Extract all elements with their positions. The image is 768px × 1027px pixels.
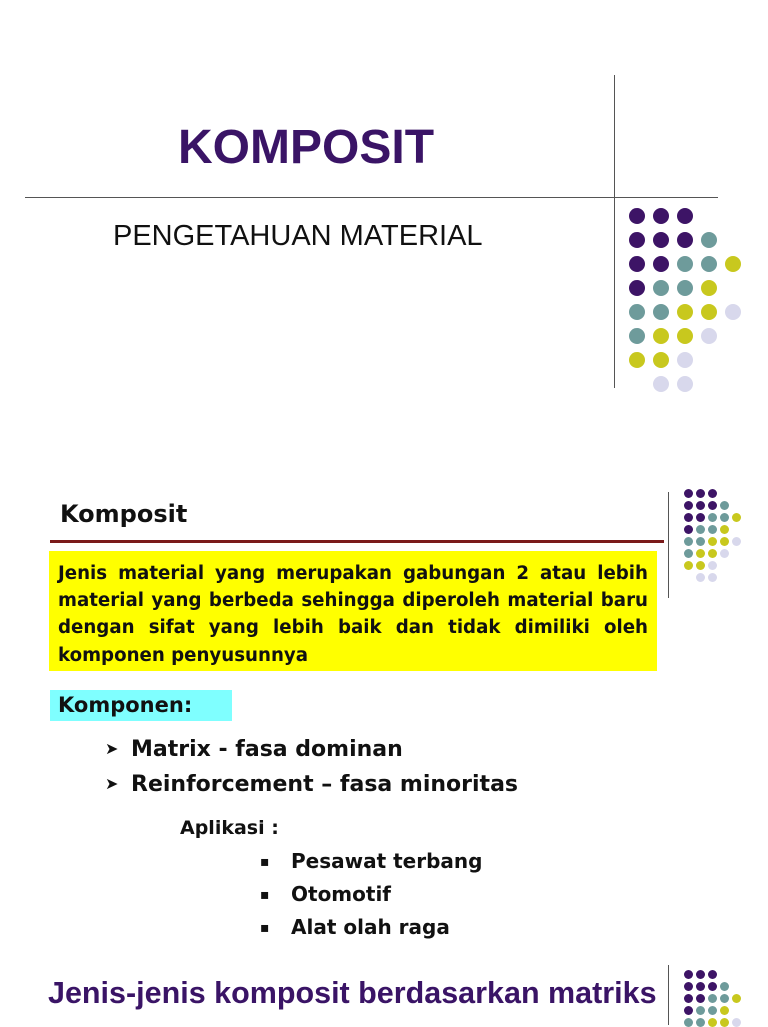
decorative-dot bbox=[629, 352, 645, 368]
decorative-dot bbox=[696, 537, 705, 546]
decorative-dot bbox=[696, 1018, 705, 1027]
application-item-text: Otomotif bbox=[291, 882, 391, 906]
decorative-dot bbox=[684, 549, 693, 558]
decorative-dot bbox=[696, 982, 705, 991]
component-item-text: Reinforcement – fasa minoritas bbox=[131, 772, 519, 797]
decorative-dot bbox=[708, 994, 717, 1003]
component-item bbox=[105, 772, 518, 797]
decorative-dot bbox=[653, 208, 669, 224]
decorative-dot bbox=[684, 501, 693, 510]
arrowhead-bullet-icon: ➤ bbox=[105, 739, 119, 758]
decorative-dot bbox=[684, 525, 693, 534]
decorative-dot bbox=[701, 256, 717, 272]
decorative-dot bbox=[677, 208, 693, 224]
decorative-dot bbox=[701, 304, 717, 320]
components-label: Komponen: bbox=[58, 693, 193, 717]
decorative-dot bbox=[708, 561, 717, 570]
decorative-dot bbox=[720, 525, 729, 534]
decorative-dot bbox=[684, 970, 693, 979]
arrowhead-bullet-icon: ➤ bbox=[105, 774, 119, 793]
decorative-dot bbox=[696, 994, 705, 1003]
decorative-dot bbox=[732, 994, 741, 1003]
decorative-dot bbox=[653, 352, 669, 368]
decorative-dot bbox=[720, 501, 729, 510]
decorative-dot bbox=[696, 501, 705, 510]
decorative-dot bbox=[653, 232, 669, 248]
decorative-dot bbox=[708, 537, 717, 546]
decorative-dot bbox=[653, 328, 669, 344]
square-bullet-icon: ▪ bbox=[260, 887, 270, 903]
application-item bbox=[260, 882, 391, 906]
application-item-text: Pesawat terbang bbox=[291, 849, 483, 873]
slide3-heading: Jenis-jenis komposit berdasarkan matriks bbox=[48, 976, 657, 1010]
decorative-dot bbox=[701, 328, 717, 344]
decorative-dot bbox=[684, 1006, 693, 1015]
decorative-dot bbox=[720, 537, 729, 546]
application-item bbox=[260, 915, 450, 939]
decorative-dot bbox=[696, 489, 705, 498]
decorative-dot bbox=[732, 537, 741, 546]
decorative-dot bbox=[629, 232, 645, 248]
decorative-dot bbox=[701, 280, 717, 296]
decorative-dot bbox=[684, 994, 693, 1003]
decorative-dot bbox=[701, 232, 717, 248]
decorative-dot bbox=[684, 982, 693, 991]
decorative-dot bbox=[708, 982, 717, 991]
decorative-dot bbox=[708, 1018, 717, 1027]
decorative-dot bbox=[708, 1006, 717, 1015]
decorative-dot bbox=[720, 982, 729, 991]
decorative-dot bbox=[708, 489, 717, 498]
decorative-dot bbox=[684, 537, 693, 546]
decorative-dot bbox=[677, 328, 693, 344]
slide1-subtitle: PENGETAHUAN MATERIAL bbox=[113, 220, 483, 252]
decorative-dot bbox=[732, 513, 741, 522]
decorative-dot bbox=[653, 304, 669, 320]
decorative-dot bbox=[684, 489, 693, 498]
application-item bbox=[260, 849, 482, 873]
decorative-dot bbox=[725, 304, 741, 320]
square-bullet-icon: ▪ bbox=[260, 854, 270, 870]
decorative-dot bbox=[696, 573, 705, 582]
decorative-dot bbox=[629, 304, 645, 320]
decorative-dot bbox=[720, 513, 729, 522]
decorative-dot bbox=[696, 549, 705, 558]
component-item-text: Matrix - fasa dominan bbox=[131, 737, 403, 762]
decorative-dot bbox=[677, 232, 693, 248]
decorative-dot bbox=[732, 1018, 741, 1027]
decorative-dot bbox=[684, 513, 693, 522]
decorative-dot bbox=[653, 256, 669, 272]
decorative-dot bbox=[696, 1006, 705, 1015]
applications-label: Aplikasi : bbox=[180, 817, 279, 839]
decorative-dot bbox=[684, 1018, 693, 1027]
decorative-dot bbox=[708, 549, 717, 558]
definition-highlight-box bbox=[49, 551, 657, 671]
square-bullet-icon: ▪ bbox=[260, 920, 270, 936]
decorative-dot bbox=[653, 280, 669, 296]
decorative-dot bbox=[629, 256, 645, 272]
decorative-dot bbox=[708, 970, 717, 979]
definition-text: Jenis material yang merupakan gabungan 2 atau lebih material yang berbeda sehingga diperoleh material baru dengan sifat yang lebih baik dan tidak dimiliki oleh komponen penyusunnya bbox=[58, 563, 648, 666]
slide2-heading-rule bbox=[50, 540, 664, 543]
decorative-dot bbox=[677, 304, 693, 320]
decorative-dot bbox=[720, 994, 729, 1003]
slide3-vertical-divider bbox=[668, 965, 669, 1025]
decorative-dot bbox=[653, 376, 669, 392]
decorative-dot bbox=[677, 376, 693, 392]
decorative-dot bbox=[720, 1006, 729, 1015]
decorative-dot bbox=[677, 256, 693, 272]
decorative-dot bbox=[696, 561, 705, 570]
decorative-dot bbox=[684, 561, 693, 570]
decorative-dot bbox=[629, 328, 645, 344]
decorative-dot bbox=[725, 256, 741, 272]
decorative-dot bbox=[629, 208, 645, 224]
application-item-text: Alat olah raga bbox=[291, 915, 450, 939]
slide2-vertical-divider bbox=[668, 492, 669, 598]
decorative-dot bbox=[629, 280, 645, 296]
decorative-dot bbox=[708, 513, 717, 522]
decorative-dot bbox=[720, 1018, 729, 1027]
decorative-dot bbox=[720, 549, 729, 558]
decorative-dot bbox=[677, 352, 693, 368]
decorative-dot bbox=[696, 970, 705, 979]
component-item bbox=[105, 737, 403, 762]
slide1-vertical-divider bbox=[614, 75, 615, 388]
decorative-dot bbox=[708, 501, 717, 510]
decorative-dot bbox=[708, 525, 717, 534]
decorative-dot bbox=[696, 513, 705, 522]
slide1-title: KOMPOSIT bbox=[178, 121, 435, 174]
decorative-dot bbox=[708, 573, 717, 582]
decorative-dot bbox=[677, 280, 693, 296]
slide2-heading: Komposit bbox=[60, 500, 188, 528]
decorative-dot bbox=[696, 525, 705, 534]
